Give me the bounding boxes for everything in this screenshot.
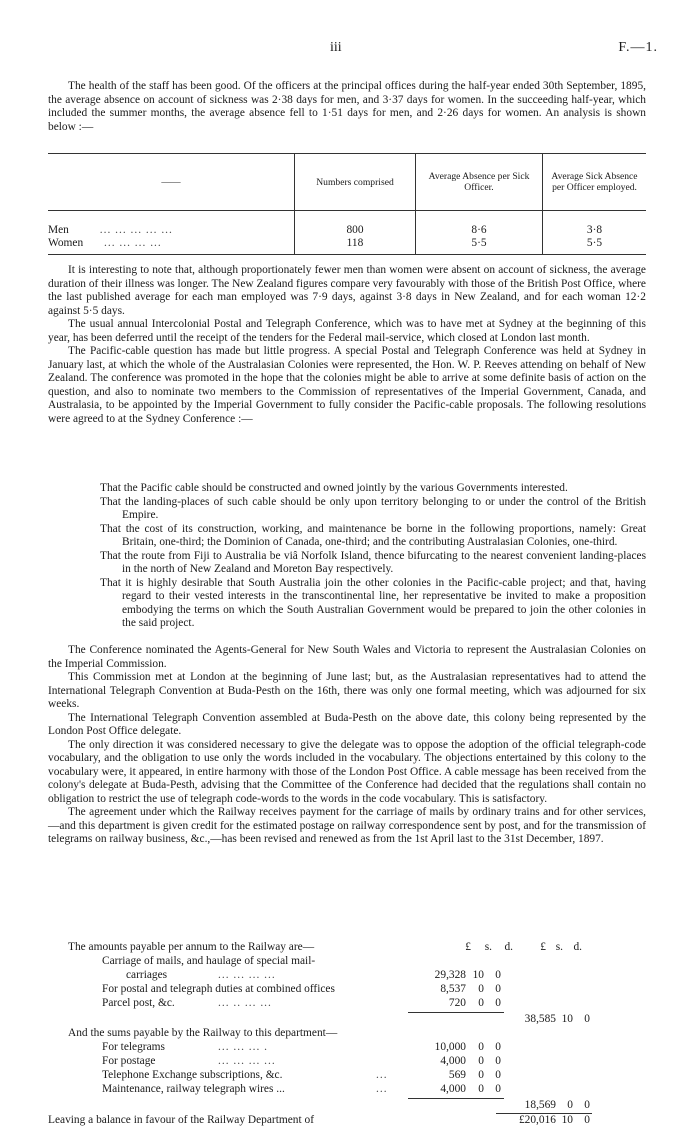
resolution-item: That the route from Fiji to Australia be viâ Norfolk Island, thence bifurcating to the nearest convenient landing-places in the north of New Zealand and Moreton Bay respectively. bbox=[100, 549, 646, 575]
accounts-intro-payable: The amounts payable per annum to the Railway are— bbox=[68, 941, 315, 953]
col-header-pence: d. bbox=[504, 941, 513, 953]
balance-shillings: 10 bbox=[561, 1114, 573, 1126]
amount-pounds: 4,000 bbox=[440, 1083, 466, 1095]
leader-dots: ... ... ... ... ... bbox=[99, 224, 173, 236]
row-label: Women bbox=[48, 237, 84, 249]
paragraph-telegraph-convention: The International Telegraph Convention assembled at Buda-Pesth on the above date, this colony being represented by the London Post Office delegate. bbox=[48, 711, 646, 737]
amount-pence: 0 bbox=[495, 997, 501, 1009]
total-pence: 0 bbox=[584, 1099, 590, 1111]
amount-pence: 0 bbox=[495, 1041, 501, 1053]
accounts-intro-row bbox=[0, 1027, 700, 1041]
amount-shillings: 0 bbox=[478, 1083, 484, 1095]
amount-pence: 0 bbox=[495, 969, 501, 981]
total-pounds: 38,585 bbox=[524, 1013, 556, 1025]
table-header-numbers: Numbers comprised bbox=[295, 154, 416, 211]
col-header-pence-total: d. bbox=[573, 941, 582, 953]
accounts-intro-receivable: And the sums payable by the Railway to this department— bbox=[68, 1027, 338, 1039]
paragraph-railway-agreement: The agreement under which the Railway receives payment for the carriage of mails by ordinary trains and for other services,—and this department is given credit for the estimated postage on railway correspondence sent by post, and for the transmission of telegrams on railway business, &c.,—has been revised and renewed as from the 1st April last to the 31st December, 1897. bbox=[48, 806, 646, 845]
amount-shillings: 10 bbox=[472, 969, 484, 981]
resolution-item: That the cost of its construction, working, and maintenance be borne in the following proportions, namely: Great Britain, one-third; the Dominion of Canada, one-third; and the contributing Australasian Colonies, one-third. bbox=[100, 522, 646, 548]
cell-avg-sick: 5·5 bbox=[416, 237, 543, 250]
cell-avg-employed: 3·8 bbox=[543, 224, 647, 237]
leader-dots: ... ... ... ... bbox=[218, 969, 276, 981]
leader-dots: ... bbox=[376, 1069, 388, 1081]
account-label: Parcel post, &c. bbox=[102, 997, 175, 1009]
amount-shillings: 0 bbox=[478, 997, 484, 1009]
col-header-shillings: s. bbox=[484, 941, 492, 953]
cell-avg-sick: 8·6 bbox=[416, 224, 543, 237]
amount-pounds: 4,000 bbox=[440, 1055, 466, 1067]
cell-numbers: 800 bbox=[295, 224, 416, 237]
total-shillings: 0 bbox=[567, 1099, 573, 1111]
account-line bbox=[0, 955, 700, 969]
table-row bbox=[48, 237, 646, 250]
balance-label: Leaving a balance in favour of the Railway Department of bbox=[48, 1114, 314, 1126]
amount-pence: 0 bbox=[495, 1083, 501, 1095]
account-subtotal bbox=[0, 1099, 700, 1113]
account-label: Telephone Exchange subscriptions, &c. bbox=[102, 1069, 283, 1081]
body-text-block-2 bbox=[48, 644, 646, 847]
table-header-avg-per-employed: Average Sick Absence per Officer employed. bbox=[543, 154, 647, 211]
leader-dots: ... ... ... ... bbox=[218, 1055, 276, 1067]
account-line bbox=[0, 1069, 700, 1083]
account-label-cont: carriages bbox=[126, 969, 168, 981]
total-shillings: 10 bbox=[561, 1013, 573, 1025]
total-pence: 0 bbox=[584, 1013, 590, 1025]
amount-pence: 0 bbox=[495, 1055, 501, 1067]
accounts-intro-row bbox=[0, 941, 700, 955]
paragraph-commission-london: This Commission met at London at the beginning of June last; but, as the Australasian representatives had to attend the International Telegraph Convention at Buda-Pesth on the 16th, there was only one formal meeting, which was adjourned for six weeks. bbox=[48, 671, 646, 710]
row-label: Men bbox=[48, 224, 69, 236]
resolutions-list bbox=[100, 482, 646, 631]
amount-pounds: 10,000 bbox=[434, 1041, 466, 1053]
account-label: For telegrams bbox=[102, 1041, 165, 1053]
cell-avg-employed: 5·5 bbox=[543, 237, 647, 250]
sick-absence-table bbox=[48, 153, 646, 255]
account-line bbox=[0, 1083, 700, 1097]
leader-dots: ... ... ... . bbox=[218, 1041, 269, 1053]
paragraph-agents-general: The Conference nominated the Agents-General for New South Wales and Victoria to represent the Australasian Colonies on the Imperial Commission. bbox=[48, 644, 646, 670]
account-line bbox=[0, 997, 700, 1011]
page-number: iii bbox=[330, 40, 342, 55]
amount-pounds: 8,537 bbox=[440, 983, 466, 995]
amount-pounds: 720 bbox=[448, 997, 466, 1009]
account-line bbox=[0, 983, 700, 997]
table-row bbox=[48, 224, 646, 237]
account-label: For postal and telegraph duties at combined offices bbox=[102, 983, 335, 995]
document-reference: F.—1. bbox=[618, 40, 658, 55]
account-line bbox=[0, 1055, 700, 1069]
leader-dots: ... ... ... ... bbox=[104, 237, 162, 249]
amount-pence: 0 bbox=[495, 983, 501, 995]
table-header-blank: —— bbox=[161, 176, 181, 188]
account-line bbox=[0, 969, 700, 983]
table-header-avg-per-sick: Average Absence per Sick Officer. bbox=[416, 154, 543, 211]
resolution-item: That the Pacific cable should be constructed and owned jointly by the various Governments interested. bbox=[100, 482, 568, 494]
account-line bbox=[0, 1041, 700, 1055]
account-label: Maintenance, railway telegraph wires ... bbox=[102, 1083, 285, 1095]
paragraph-staff-health: The health of the staff has been good. Of the officers at the principal offices during the half-year ended 30th September, 1895, the average absence on account of sickness was 2·38 days for men, and 3·37 days for women. In the succeeding half-year, which included the summer months, the average absence fell to 1·51 days for men, and 2·26 days for women. An analysis is shown below :— bbox=[48, 80, 646, 133]
body-text-block bbox=[48, 264, 646, 426]
amount-shillings: 0 bbox=[478, 983, 484, 995]
amount-shillings: 0 bbox=[478, 1069, 484, 1081]
amount-pence: 0 bbox=[495, 1069, 501, 1081]
leader-dots: ... bbox=[376, 1083, 388, 1095]
page-header bbox=[0, 40, 700, 60]
paragraph-sickness-comparison: It is interesting to note that, although proportionately fewer men than women were absent on account of sickness, the average duration of their illness was longer. The New Zealand figures compare very favourably with those of the British Post Office, where the last published average for each man employed was 7·9 days, against 3·8 days in New Zealand, and for each woman 12·2 against 5·5 days. bbox=[48, 264, 646, 317]
account-balance bbox=[0, 1114, 700, 1128]
account-label: Carriage of mails, and haulage of special mail- bbox=[102, 955, 316, 967]
amount-shillings: 0 bbox=[478, 1055, 484, 1067]
account-subtotal bbox=[0, 1013, 700, 1027]
paragraph-code-vocabulary: The only direction it was considered necessary to give the delegate was to oppose the adoption of the official telegraph-code vocabulary, and the obligation to use only the words included in the vocabulary. The objections entertained by this colony to the vocabulary were, it appeared, in entire harmony with those of the London Post Office. A cable message has been received from the colony's delegate at Buda-Pesth, advising that the Committee of the Conference had decided that the regulations shall contain no obligation to restrict the use of telegraph code-words to the words in the code vocabulary. This is satisfactory. bbox=[48, 738, 646, 805]
account-label: For postage bbox=[102, 1055, 156, 1067]
col-header-shillings-total: s. bbox=[555, 941, 563, 953]
paragraph-pacific-cable: The Pacific-cable question has made but little progress. A special Postal and Telegraph Conference was held at Sydney in January last, at which the whole of the Australasian Colonies were represented, the Hon. W. P. Reeves attending on behalf of New Zealand. The conference was promoted in the hope that the colonies might be able to arrive at some definite basis of action on the question, and also to nominate two members to the Commission of representatives of the Imperial Government, Canada, and Australasia, to be appointed by the Imperial Government to fully consider the Pacific-cable proposals. The following resolutions were agreed to at the Sydney Conference :— bbox=[48, 345, 646, 425]
amount-shillings: 0 bbox=[478, 1041, 484, 1053]
col-header-pounds-total: £ bbox=[540, 941, 546, 953]
balance-pence: 0 bbox=[584, 1114, 590, 1126]
leader-dots: ... .. ... ... bbox=[218, 997, 272, 1009]
resolution-item: That the landing-places of such cable should be only upon territory belonging to or under the control of the British Empire. bbox=[100, 495, 646, 521]
paragraph-intercolonial-conference: The usual annual Intercolonial Postal and Telegraph Conference, which was to have met at Sydney at the beginning of this year, has been deferred until the receipt of the tenders for the Federal mail-service, which closed at London last month. bbox=[48, 318, 646, 344]
balance-pounds: £20,016 bbox=[518, 1114, 556, 1126]
resolution-item: That it is highly desirable that South Australia join the other colonies in the Pacific-cable project; and that, having regard to their vested interests in the transcontinental line, her representative be invited to make a proposition embodying the terms on which the South Australian Government would be prepared to join the other colonies in the said project. bbox=[100, 576, 646, 629]
total-pounds: 18,569 bbox=[524, 1099, 556, 1111]
col-header-pounds: £ bbox=[465, 941, 471, 953]
amount-pounds: 29,328 bbox=[434, 969, 466, 981]
cell-numbers: 118 bbox=[295, 237, 416, 250]
amount-pounds: 569 bbox=[448, 1069, 466, 1081]
